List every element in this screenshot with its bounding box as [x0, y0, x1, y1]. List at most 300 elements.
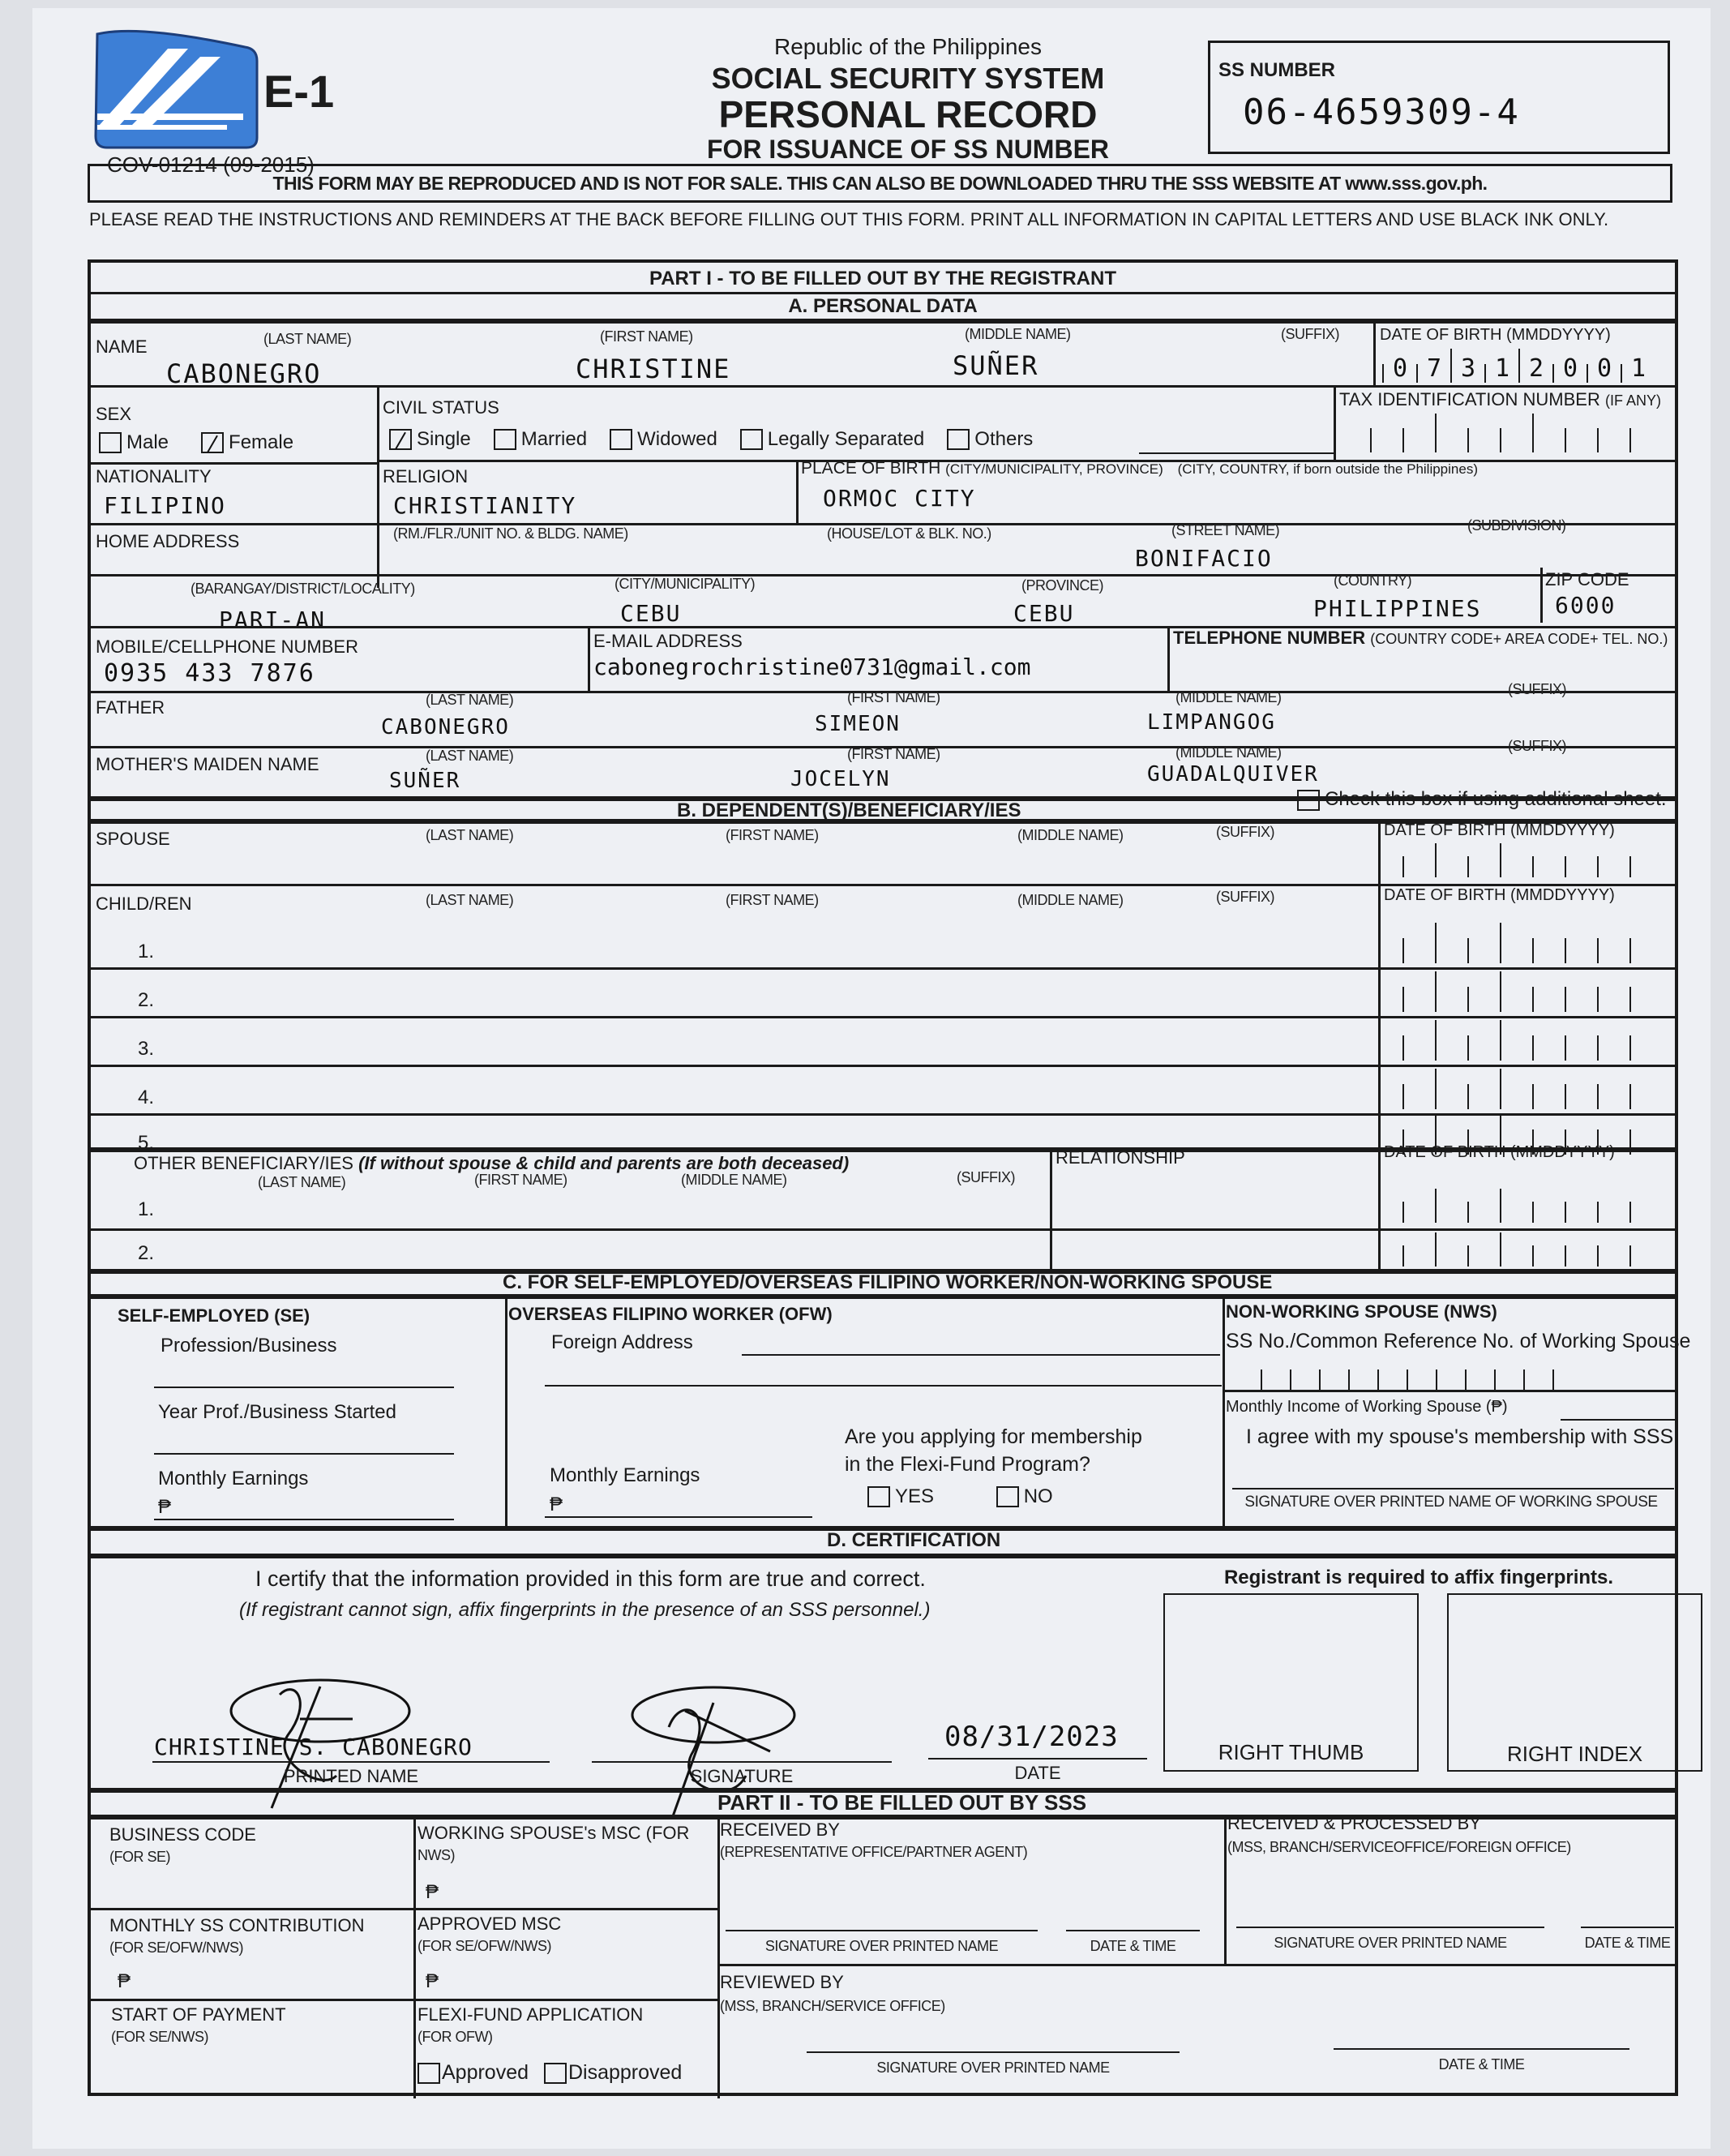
received-processed-note: (MSS, BRANCH/SERVICEOFFICE/FOREIGN OFFICE)	[1227, 1839, 1571, 1855]
section-d-title: D. CERTIFICATION	[827, 1529, 1001, 1551]
spouse-last-label: (LAST NAME)	[426, 827, 514, 843]
row-divider	[88, 1016, 1678, 1018]
approved-msc-note: (FOR SE/OFW/NWS)	[418, 1938, 551, 1954]
date-value[interactable]: 08/31/2023	[944, 1721, 1119, 1753]
relationship-label: RELATIONSHIP	[1056, 1147, 1185, 1168]
pob-label	[801, 459, 1478, 478]
dob-digit[interactable]: 0	[1562, 354, 1578, 383]
digit-divider	[1435, 843, 1437, 877]
digit-divider	[1467, 428, 1469, 452]
sex-checkbox[interactable]	[201, 432, 224, 453]
digit-divider	[1500, 923, 1501, 963]
section-c-title: C. FOR SELF-EMPLOYED/OVERSEAS FILIPINO WORKER/NON-WORKING SPOUSE	[503, 1271, 1273, 1293]
nws-ssno-boxes[interactable]	[1261, 1357, 1554, 1390]
right-index-label: RIGHT INDEX	[1506, 1742, 1643, 1766]
form-page	[32, 8, 1711, 2149]
monthly-contrib-label: MONTHLY SS CONTRIBUTION	[109, 1915, 365, 1935]
reviewed-by-note: (MSS, BRANCH/SERVICE OFFICE)	[720, 1998, 945, 2014]
others-specify-line[interactable]	[1139, 452, 1334, 454]
digit-divider	[1629, 1202, 1631, 1223]
se-earnings-label: Monthly Earnings	[158, 1468, 309, 1489]
certify-text: I certify that the information provided in this form are true and correct.	[255, 1567, 926, 1591]
mother-last-label: (LAST NAME)	[426, 748, 514, 764]
received-by-signature-line[interactable]	[726, 1930, 1038, 1931]
religion-value[interactable]: CHRISTIANITY	[393, 492, 577, 519]
tel-note: (COUNTRY CODE+ AREA CODE+ TEL. NO.)	[1370, 631, 1668, 647]
digit-divider	[1319, 1369, 1321, 1390]
mother-middle-value[interactable]: GUADALQUIVER	[1147, 762, 1319, 787]
other-middle-label: (MIDDLE NAME)	[681, 1172, 787, 1188]
spouse-suffix-label: (SUFFIX)	[1216, 824, 1274, 840]
civil-status-option-label: Others	[974, 428, 1034, 450]
notice-banner	[88, 164, 1672, 203]
form-number: COV-01214 (09-2015)	[107, 152, 315, 177]
civil-status-checkbox[interactable]	[610, 429, 632, 450]
nws-signature-label: SIGNATURE OVER PRINTED NAME OF WORKING SPOUSE	[1244, 1494, 1658, 1511]
reviewed-by-signature-label: SIGNATURE OVER PRINTED NAME	[876, 2060, 1110, 2076]
digit-divider	[1500, 428, 1501, 452]
pob-note: (CITY/MUNICIPALITY, PROVINCE)	[945, 461, 1163, 477]
flexi-yes-label: YES	[895, 1485, 935, 1507]
mother-label: MOTHER'S MAIDEN NAME	[96, 754, 319, 774]
date-line	[928, 1758, 1147, 1760]
digit-divider	[1402, 1245, 1404, 1267]
digit-divider	[1629, 1245, 1631, 1267]
civil-status-checkbox[interactable]	[494, 429, 516, 450]
row-divider	[88, 967, 1678, 970]
agency-name: SOCIAL SECURITY SYSTEM	[711, 62, 1105, 95]
digit-divider	[1370, 428, 1372, 452]
civil-status-checkbox[interactable]	[389, 429, 412, 450]
nws-signature-line[interactable]	[1232, 1488, 1674, 1489]
digit-divider	[1565, 1084, 1566, 1109]
spouse-dob-label: DATE OF BIRTH (MMDDYYYY)	[1384, 821, 1615, 839]
se-year-field[interactable]	[154, 1453, 454, 1455]
email-label: E-MAIL ADDRESS	[593, 631, 743, 651]
row-divider	[88, 1228, 1678, 1231]
digit-divider	[1467, 1084, 1469, 1109]
digit-divider	[1565, 1245, 1566, 1267]
se-profession-label: Profession/Business	[161, 1335, 337, 1357]
child-suffix-label: (SUFFIX)	[1216, 889, 1274, 905]
digit-divider	[1565, 856, 1566, 877]
signature-line[interactable]	[592, 1761, 892, 1763]
digit-divider	[1465, 1369, 1467, 1390]
father-first-value[interactable]: SIMEON	[815, 712, 901, 736]
other-beneficiary-note: (If without spouse & child and parents are both deceased)	[358, 1153, 850, 1173]
part1-title: PART I - TO BE FILLED OUT BY THE REGISTRANT	[649, 268, 1116, 289]
child-middle-label: (MIDDLE NAME)	[1017, 892, 1124, 908]
other-dob-boxes[interactable]	[1402, 1189, 1631, 1223]
certify-note: (If registrant cannot sign, affix fingerprints in the presence of an SSS personnel.)	[239, 1599, 931, 1621]
child-dob-boxes[interactable]	[1402, 923, 1631, 963]
received-by-label: RECEIVED BY	[720, 1820, 840, 1840]
sex-option-label: Female	[229, 431, 294, 453]
digit-divider	[1532, 414, 1534, 452]
child-dob-boxes[interactable]	[1402, 1020, 1631, 1061]
sss-logo	[91, 24, 261, 150]
received-by-date-label: DATE & TIME	[1090, 1938, 1176, 1954]
dob-digit[interactable]: 2	[1528, 354, 1544, 383]
mobile-value[interactable]: 0935 433 7876	[104, 659, 315, 688]
section-a-title: A. PERSONAL DATA	[788, 295, 978, 317]
form-subtitle: FOR ISSUANCE OF SS NUMBER	[706, 135, 1110, 164]
approved-option[interactable]	[418, 2061, 529, 2085]
street-label: (STREET NAME)	[1171, 522, 1280, 538]
children-label: CHILD/REN	[96, 894, 192, 914]
tel-label-text: TELEPHONE NUMBER	[1173, 628, 1366, 648]
part2-title: PART II - TO BE FILLED OUT BY SSS	[717, 1790, 1087, 1815]
civil-status-option-label: Legally Separated	[767, 428, 925, 450]
street-value[interactable]: BONIFACIO	[1135, 545, 1273, 572]
zip-label: ZIP CODE	[1545, 569, 1629, 589]
digit-divider	[1467, 987, 1469, 1012]
ss-number-value: 06-4659309-4	[1243, 92, 1520, 133]
other-dob-boxes[interactable]	[1402, 1232, 1631, 1267]
father-middle-value[interactable]: LIMPANGOG	[1147, 710, 1276, 735]
digit-divider	[1467, 938, 1469, 963]
digit-divider	[1629, 938, 1631, 963]
printed-name-label: PRINTED NAME	[283, 1766, 419, 1786]
tin-label	[1339, 389, 1661, 410]
flexi-yes-option[interactable]	[867, 1485, 934, 1508]
flexi-yes-checkbox[interactable]	[867, 1486, 890, 1507]
digit-divider	[1500, 971, 1501, 1012]
mother-middle-label: (MIDDLE NAME)	[1175, 744, 1282, 761]
flexi-app-note: (FOR OFW)	[418, 2029, 493, 2045]
other-beneficiary-label-text: OTHER BENEFICIARY/IES	[134, 1153, 353, 1173]
suffix-value[interactable]	[1281, 350, 1362, 379]
mother-first-value[interactable]: JOCELYN	[790, 767, 891, 791]
other-row-number: 1.	[138, 1198, 155, 1220]
digit-divider	[1500, 1189, 1501, 1223]
barangay-label: (BARANGAY/DISTRICT/LOCALITY)	[191, 581, 415, 597]
reviewed-by-label: REVIEWED BY	[720, 1972, 844, 1992]
ss-number-label: SS NUMBER	[1218, 59, 1336, 81]
section-b-title: B. DEPENDENT(S)/BENEFICIARY/IES	[677, 799, 1021, 821]
start-payment-label: START OF PAYMENT	[111, 2004, 286, 2025]
digit-divider	[1435, 923, 1437, 963]
country-label: (COUNTRY)	[1334, 572, 1412, 589]
flexi-options	[867, 1485, 1086, 1513]
civil-status-option-legally-separated[interactable]	[740, 428, 924, 451]
additional-sheet-label: Check this box if using additional sheet.	[1325, 788, 1667, 810]
pob-note-foreign: (CITY, COUNTRY, if born outside the Philippines)	[1177, 461, 1478, 477]
digit-divider	[1402, 1084, 1404, 1109]
digit-divider	[1402, 1202, 1404, 1223]
child-last-label: (LAST NAME)	[426, 892, 514, 908]
province-value[interactable]: CEBU	[1013, 600, 1075, 627]
province-label: (PROVINCE)	[1021, 577, 1104, 594]
signature-label: SIGNATURE	[690, 1766, 794, 1786]
other-suffix-label: (SUFFIX)	[957, 1169, 1015, 1185]
mother-first-label: (FIRST NAME)	[847, 746, 940, 762]
email-value[interactable]: cabonegrochristine0731@gmail.com	[593, 654, 1031, 680]
spouse-dob-boxes[interactable]	[1402, 843, 1631, 877]
dob-digit[interactable]: 0	[1596, 354, 1612, 383]
digit-divider	[1597, 1035, 1599, 1061]
republic-text: Republic of the Philippines	[774, 34, 1042, 59]
digit-divider	[1532, 1245, 1534, 1267]
se-year-label: Year Prof./Business Started	[158, 1401, 396, 1423]
dob-digit[interactable]: 3	[1460, 354, 1476, 383]
date-label: DATE	[1014, 1763, 1061, 1783]
father-label: FATHER	[96, 697, 165, 718]
flexi-question-2: in the Flexi-Fund Program?	[845, 1453, 1090, 1476]
country-value[interactable]: PHILIPPINES	[1313, 595, 1482, 622]
flexi-no-checkbox[interactable]	[996, 1486, 1019, 1507]
digit-divider	[1532, 856, 1534, 877]
digit-divider	[1467, 1245, 1469, 1267]
digit-divider	[1435, 1069, 1437, 1109]
digit-divider	[1565, 987, 1566, 1012]
dob-digit-boxes[interactable]	[1382, 349, 1655, 383]
ofw-earnings-field[interactable]	[545, 1516, 812, 1518]
city-value[interactable]: CEBU	[620, 600, 682, 627]
start-payment-note: (FOR SE/NWS)	[111, 2029, 208, 2045]
se-earnings-field[interactable]	[154, 1519, 454, 1520]
mother-suffix-label: (SUFFIX)	[1508, 738, 1566, 754]
monthly-contrib-note: (FOR SE/OFW/NWS)	[109, 1940, 243, 1956]
ws-msc-note: NWS)	[418, 1847, 455, 1863]
sex-checkbox[interactable]	[99, 432, 122, 453]
received-by-note: (REPRESENTATIVE OFFICE/PARTNER AGENT)	[720, 1844, 1028, 1860]
digit-divider	[1494, 1369, 1496, 1390]
nws-income-field[interactable]	[1561, 1419, 1678, 1421]
child-row-number: 4.	[138, 1087, 155, 1108]
father-suffix-label: (SUFFIX)	[1508, 681, 1566, 697]
se-profession-field[interactable]	[154, 1387, 454, 1388]
ws-msc-label: WORKING SPOUSE's MSC (FOR	[418, 1823, 690, 1843]
child-first-label: (FIRST NAME)	[726, 892, 819, 908]
other-row-fields[interactable]	[170, 1189, 1046, 1224]
dob-digit[interactable]: 1	[1494, 354, 1510, 383]
child-dob-boxes[interactable]	[1402, 971, 1631, 1012]
city-label: (CITY/MUNICIPALITY)	[614, 576, 756, 592]
row-divider	[88, 1065, 1678, 1067]
first-name-value[interactable]: CHRISTINE	[576, 354, 731, 384]
disapproved-checkbox[interactable]	[544, 2063, 567, 2084]
received-processed-date-line[interactable]	[1581, 1927, 1674, 1928]
father-last-label: (LAST NAME)	[426, 692, 514, 708]
approved-checkbox[interactable]	[418, 2063, 440, 2084]
digit-divider	[1597, 1084, 1599, 1109]
dob-digit[interactable]: 1	[1630, 354, 1646, 383]
name-label: NAME	[96, 336, 148, 357]
form-title: PERSONAL RECORD	[718, 93, 1098, 135]
flexi-no-label: NO	[1023, 1485, 1053, 1507]
flexi-no-option[interactable]	[996, 1485, 1053, 1508]
digit-divider	[1565, 428, 1566, 452]
digit-divider	[1532, 1084, 1534, 1109]
rm-label: (RM./FLR./UNIT NO. & BLDG. NAME)	[393, 525, 628, 542]
digit-divider	[1565, 1035, 1566, 1061]
tel-value[interactable]	[1175, 657, 1662, 686]
first-name-label: (FIRST NAME)	[600, 328, 693, 345]
digit-divider	[1500, 1020, 1501, 1061]
digit-divider	[1629, 428, 1631, 452]
other-row-fields[interactable]	[170, 1232, 1046, 1268]
right-thumb-label: RIGHT THUMB	[1218, 1740, 1364, 1764]
received-by-date-line[interactable]	[1066, 1930, 1200, 1931]
civil-status-option-label: Widowed	[637, 428, 717, 450]
civil-status-option-label: Married	[520, 428, 588, 450]
other-dob-label: DATE OF BIRTH (MMDDYYYY)	[1384, 1143, 1615, 1161]
place-of-birth-value[interactable]: ORMOC CITY	[823, 485, 976, 512]
digit-divider	[1629, 856, 1631, 877]
ws-msc-peso: ₱	[426, 1881, 439, 1903]
child-row-number: 3.	[138, 1038, 155, 1060]
received-by-signature-label: SIGNATURE OVER PRINTED NAME	[764, 1938, 999, 1954]
civil-status-option-others[interactable]	[947, 428, 1033, 451]
civil-status-option-married[interactable]	[494, 428, 587, 451]
child-dob-boxes[interactable]	[1402, 1069, 1631, 1109]
digit-divider	[1565, 1202, 1566, 1223]
spouse-label: SPOUSE	[96, 829, 170, 849]
other-first-label: (FIRST NAME)	[474, 1172, 567, 1188]
approved-msc-peso: ₱	[426, 1970, 439, 1992]
pob-label-text: PLACE OF BIRTH	[801, 459, 941, 478]
flexi-question-1: Are you applying for membership	[845, 1425, 1142, 1448]
civil-status-option-label: Single	[417, 428, 471, 450]
digit-divider	[1597, 1202, 1599, 1223]
digit-divider	[1523, 1369, 1525, 1390]
tin-digit-boxes[interactable]	[1370, 414, 1631, 452]
nationality-value[interactable]: FILIPINO	[104, 492, 226, 519]
ofw-address-label: Foreign Address	[551, 1331, 693, 1353]
ofw-title: OVERSEAS FILIPINO WORKER (OFW)	[508, 1304, 833, 1324]
digit-divider	[1348, 1369, 1350, 1390]
printed-name-line	[152, 1761, 550, 1763]
disapproved-option[interactable]	[544, 2061, 682, 2085]
civil-status-option-single[interactable]	[389, 428, 471, 451]
father-last-value[interactable]: CABONEGRO	[381, 715, 510, 739]
digit-divider	[1552, 1369, 1554, 1390]
digit-divider	[1500, 843, 1501, 877]
digit-divider	[1597, 938, 1599, 963]
digit-divider	[1597, 428, 1599, 452]
digit-divider	[1402, 1035, 1404, 1061]
digit-divider	[1467, 1202, 1469, 1223]
digit-divider	[1597, 1245, 1599, 1267]
nws-ssno-label: SS No./Common Reference No. of Working Spouse	[1226, 1330, 1691, 1352]
digit-divider	[1261, 1369, 1262, 1390]
last-name-value[interactable]: CABONEGRO	[166, 358, 322, 389]
suffix-label: (SUFFIX)	[1281, 326, 1339, 342]
ofw-address-field-1[interactable]	[742, 1354, 1220, 1356]
digit-divider	[1435, 1232, 1437, 1267]
child-row-number: 5.	[138, 1132, 155, 1154]
child-row-fields[interactable]	[170, 923, 1370, 965]
form-code: E-1	[263, 66, 335, 117]
ofw-peso-sign: ₱	[550, 1494, 563, 1515]
civil-status-checkbox[interactable]	[947, 429, 970, 450]
child-row-fields[interactable]	[170, 971, 1370, 1014]
flexi-app-options	[418, 2061, 714, 2090]
tel-label	[1173, 628, 1668, 649]
flexi-app-label: FLEXI-FUND APPLICATION	[418, 2004, 644, 2025]
digit-divider	[1377, 1369, 1379, 1390]
civil-status-options	[389, 428, 1056, 456]
child-dob-label: DATE OF BIRTH (MMDDYYYY)	[1384, 886, 1615, 904]
digit-divider	[1500, 1232, 1501, 1267]
religion-label: RELIGION	[383, 466, 469, 486]
dob-digit[interactable]: 0	[1392, 354, 1408, 383]
digit-divider	[1532, 987, 1534, 1012]
sex-option-label: Male	[126, 431, 169, 453]
business-code-note: (FOR SE)	[109, 1849, 170, 1865]
digit-divider	[1435, 1189, 1437, 1223]
instructions-text: PLEASE READ THE INSTRUCTIONS AND REMINDERS AT THE BACK BEFORE FILLING OUT THIS FORM. PRINT ALL INFORMATION IN CAPITAL LETTERS AND USE BLACK INK ONLY.	[89, 209, 1609, 229]
digit-divider	[1407, 1369, 1408, 1390]
right-index-box[interactable]	[1447, 1593, 1702, 1772]
received-processed-date-label: DATE & TIME	[1584, 1935, 1671, 1951]
barangay-value[interactable]: PARI-AN	[219, 607, 327, 633]
disapproved-label: Disapproved	[567, 2061, 683, 2084]
se-peso-sign: ₱	[158, 1496, 172, 1518]
received-processed-signature-line[interactable]	[1236, 1927, 1544, 1928]
ss-number-box[interactable]	[1208, 41, 1670, 154]
digit-divider	[1402, 987, 1404, 1012]
middle-name-label: (MIDDLE NAME)	[965, 326, 1071, 342]
tin-note: (IF ANY)	[1604, 392, 1661, 409]
sex-label: SEX	[96, 404, 132, 424]
zip-value[interactable]: 6000	[1555, 592, 1617, 619]
digit-divider	[1435, 971, 1437, 1012]
digit-divider	[1402, 856, 1404, 877]
nws-income-label: Monthly Income of Working Spouse (₱)	[1226, 1398, 1508, 1416]
mother-last-value[interactable]: SUÑER	[389, 769, 461, 793]
digit-divider	[1597, 856, 1599, 877]
received-processed-label: RECEIVED & PROCESSED BY	[1227, 1813, 1481, 1833]
digit-divider	[1467, 1035, 1469, 1061]
digit-divider	[1436, 1369, 1437, 1390]
reviewed-by-signature-line[interactable]	[807, 2051, 1180, 2053]
additional-sheet-checkbox[interactable]	[1297, 790, 1320, 811]
digit-divider	[1500, 1069, 1501, 1109]
printed-name-value[interactable]: CHRISTINE S. CABONEGRO	[154, 1734, 473, 1760]
ofw-earnings-label: Monthly Earnings	[550, 1464, 700, 1486]
approved-label: Approved	[442, 2061, 529, 2084]
nationality-label: NATIONALITY	[96, 466, 212, 486]
spouse-first-label: (FIRST NAME)	[726, 827, 819, 843]
digit-divider	[1565, 938, 1566, 963]
home-address-label: HOME ADDRESS	[96, 531, 240, 551]
civil-status-checkbox[interactable]	[740, 429, 763, 450]
reviewed-by-date-label: DATE & TIME	[1438, 2056, 1525, 2072]
reviewed-by-date-line[interactable]	[1334, 2048, 1629, 2050]
notice-text: THIS FORM MAY BE REPRODUCED AND IS NOT FOR SALE. THIS CAN ALSO BE DOWNLOADED THRU THE SSS WEBSITE AT www.sss.gov.ph.	[272, 173, 1488, 194]
sex-option-male[interactable]	[99, 431, 169, 454]
ofw-address-field-2[interactable]	[545, 1385, 1222, 1387]
business-code-label: BUSINESS CODE	[109, 1824, 256, 1845]
last-name-label: (LAST NAME)	[263, 331, 352, 347]
fingerprint-title: Registrant is required to affix fingerprints.	[1223, 1567, 1614, 1588]
middle-name-value[interactable]: SUÑER	[953, 350, 1039, 381]
civil-status-option-widowed[interactable]	[610, 428, 717, 451]
nws-title: NON-WORKING SPOUSE (NWS)	[1226, 1301, 1497, 1322]
sex-option-female[interactable]	[201, 431, 293, 454]
digit-divider	[1532, 1035, 1534, 1061]
tin-label-text: TAX IDENTIFICATION NUMBER	[1339, 389, 1600, 409]
child-row-fields[interactable]	[170, 1069, 1370, 1111]
additional-sheet-option[interactable]	[1297, 788, 1667, 811]
right-thumb-box[interactable]	[1163, 1593, 1419, 1772]
digit-divider	[1597, 987, 1599, 1012]
digit-divider	[1435, 414, 1437, 452]
child-row-fields[interactable]	[170, 1020, 1370, 1062]
dob-digit[interactable]: 7	[1426, 354, 1442, 383]
